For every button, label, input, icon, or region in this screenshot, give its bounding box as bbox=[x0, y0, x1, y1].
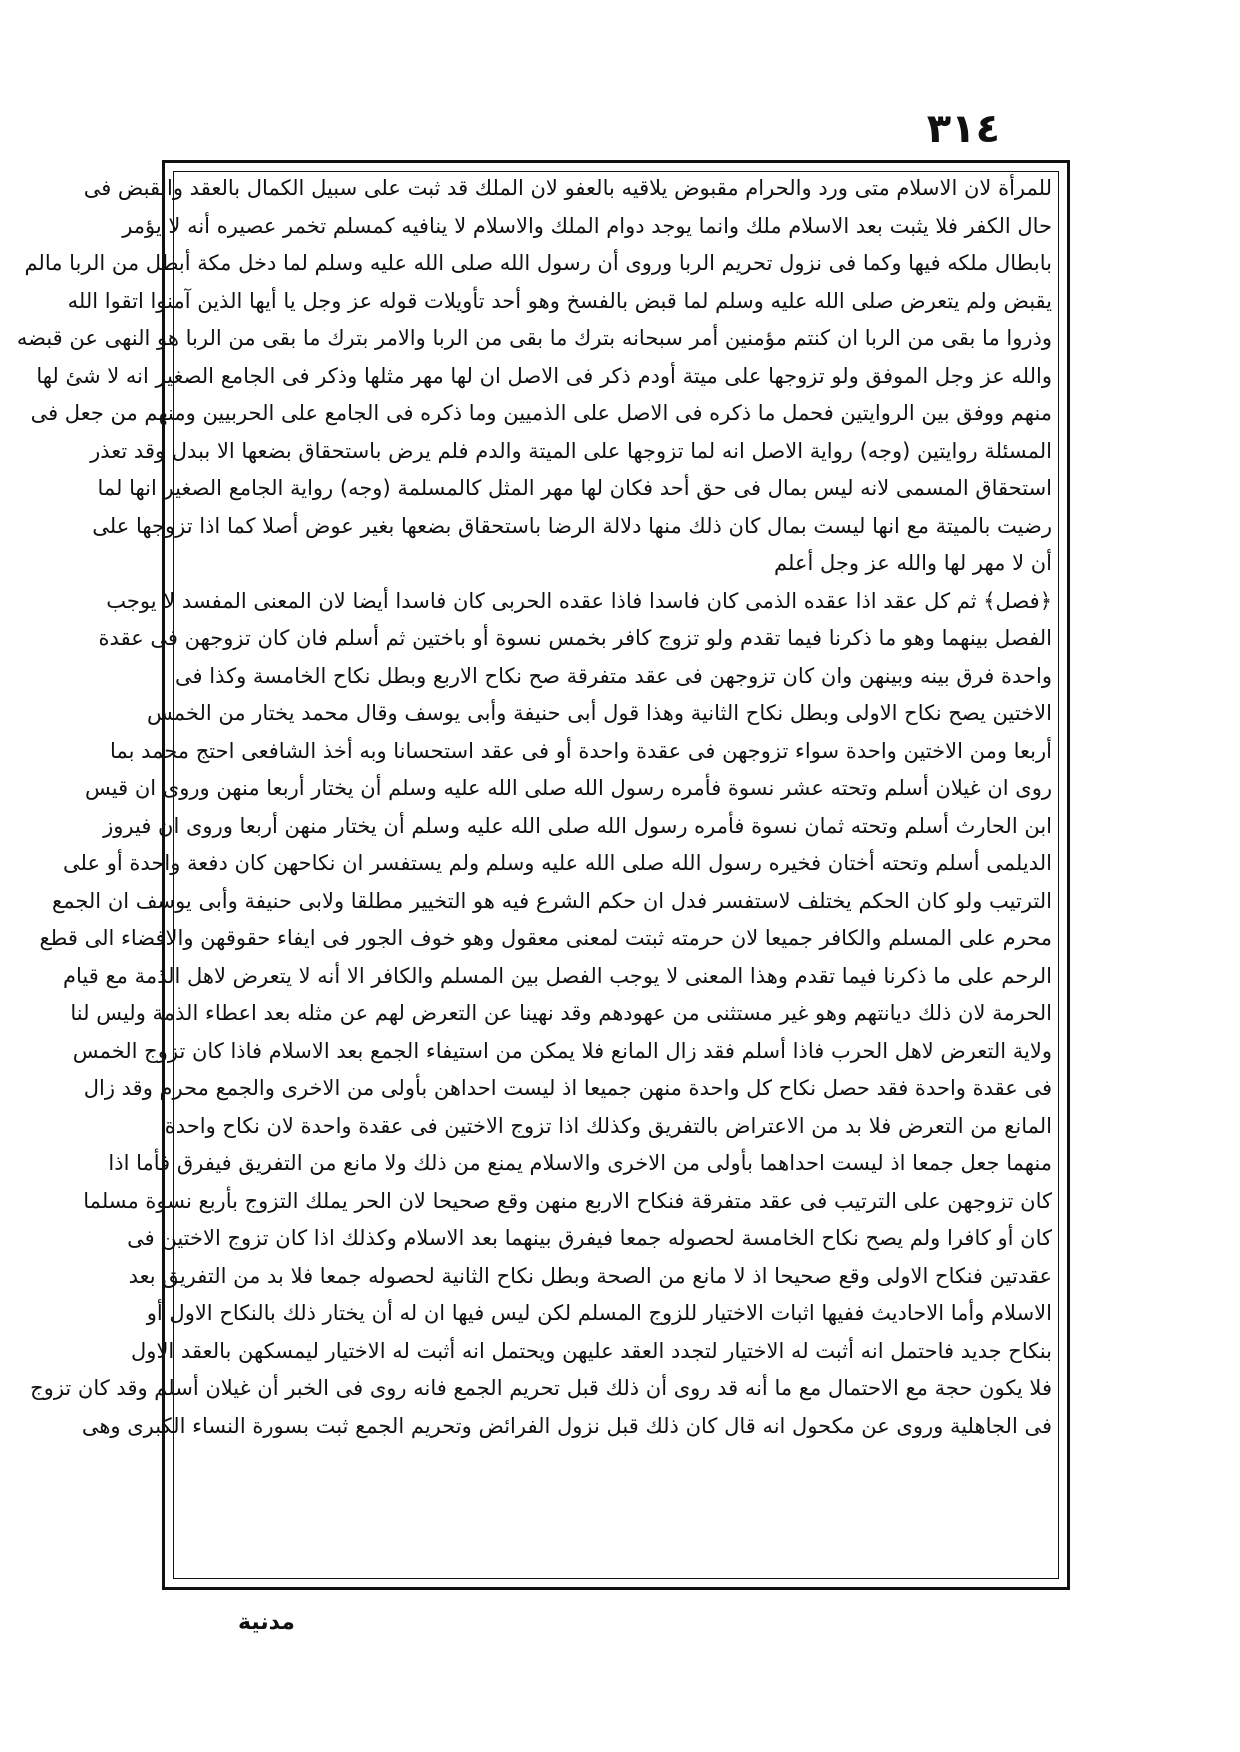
text-line: يقبض ولم يتعرض صلى الله عليه وسلم لما قبض بالفسخ وهو أحد تأويلات قوله عز وجل يا أيها الذين آمنوا اتقوا الله bbox=[67, 288, 1052, 313]
text-line: فى الجاهلية وروى عن مكحول انه قال كان ذلك قبل نزول الفرائض وتحريم الجمع ثبت بسورة النساء الكبرى وهى bbox=[81, 1413, 1052, 1438]
text-line: أن لا مهر لها والله عز وجل أعلم bbox=[774, 551, 1052, 575]
text-line: بابطال ملكه فيها وكما فى نزول تحريم الربا وروى أن رسول الله صلى الله عليه وسلم لما دخل مكة أبطل من الربا مالم bbox=[24, 251, 1052, 275]
text-line: ولاية التعرض لاهل الحرب فاذا أسلم فقد زال المانع فلا يمكن من استيفاء الجمع بعد الاسلام فاذا كان تزوج الخمس bbox=[72, 1038, 1052, 1063]
text-line: الاسلام وأما الاحاديث ففيها اثبات الاختيار للزوج المسلم لكن ليس فيها ان له أن يختار ذلك بالنكاح الاول أو bbox=[146, 1301, 1052, 1325]
text-line: والله عز وجل الموفق ولو تزوجها على ميتة أودم ذكر فى الاصل ان لها مهر مثلها وذكر فى الجامع الصغير انه لا شئ لها bbox=[36, 363, 1052, 388]
footer-signature: مدنية bbox=[238, 1610, 295, 1635]
text-line: الاختين يصح نكاح الاولى وبطل نكاح الثانية وهذا قول أبى حنيفة وأبى يوسف وقال محمد يختار من الخمس bbox=[146, 701, 1052, 725]
text-line: منهما جعل جمعا اذ ليست احداهما بأولى من الاخرى والاسلام يمنع من ذلك ولا مانع من التفريق فيفرق فأما اذا bbox=[108, 1151, 1052, 1175]
text-line: واحدة فرق بينه وبينهن وان كان تزوجهن فى عقد متفرقة صح نكاح الاربع وبطل نكاح الخامسة وكذا فى bbox=[175, 663, 1052, 688]
text-line: رضيت بالميتة مع انها ليست بمال كان ذلك منها دلالة الرضا باستحقاق بضعها بغير عوض أصلا كما اذا تزوجها على bbox=[92, 513, 1052, 538]
text-line: فلا يكون حجة مع الاحتمال مع ما أنه قد روى أن ذلك قبل تحريم الجمع فانه روى فى الخبر أن غيلان أسلم وقد كان تزوج bbox=[30, 1376, 1052, 1400]
text-line: الحرمة لان ذلك ديانتهم وهو غير مستثنى من عهودهم وقد نهينا عن التعرض لهم عن مثله بعد اعطاء الذمة وليس لنا bbox=[70, 1001, 1052, 1025]
text-line: منهم ووفق بين الروايتين فحمل ما ذكره فى الاصل على الذميين وما ذكره فى الجامع على الحربيين ومنهم من جعل فى bbox=[30, 401, 1052, 425]
text-line: حال الكفر فلا يثبت بعد الاسلام ملك وانما يوجد دوام الملك والاسلام لا ينافيه كمسلم تخمر عصيره أنه لا يؤمر bbox=[122, 213, 1052, 238]
text-line: وذروا ما بقى من الربا ان كنتم مؤمنين أمر سبحانه بترك ما بقى من الربا والامر بترك ما بقى من الربا هو النهى عن قبضه bbox=[16, 326, 1052, 350]
text-line: أربعا ومن الاختين واحدة سواء تزوجهن فى عقدة واحدة أو فى عقد استحسانا وبه أخذ الشافعى احتج محمد بما bbox=[110, 738, 1052, 763]
text-line: ابن الحارث أسلم وتحته ثمان نسوة فأمره رسول الله صلى الله عليه وسلم أن يختار منهن أربعا وروى ان فيروز bbox=[103, 813, 1052, 838]
text-line: استحقاق المسمى لانه ليس بمال فى حق أحد فكان لها مهر المثل كالمسلمة (وجه) رواية الجامع الصغير انها لما bbox=[97, 476, 1052, 500]
text-line: الترتيب ولو كان الحكم يختلف لاستفسر فدل ان حكم الشرع فيه هو التخيير مطلقا ولابى حنيفة وأبى يوسف ان الجمع bbox=[52, 888, 1052, 913]
text-line: كان تزوجهن على الترتيب فى عقد متفرقة فنكاح الاربع منهن وقع صحيحا لان الحر يملك التزوج بأربع نسوة مسلما bbox=[83, 1188, 1052, 1213]
text-line: بنكاح جديد فاحتمل انه أثبت له الاختيار لتجدد العقد عليهن ويحتمل انه أثبت له الاختيار ليمسكهن بالعقد الاول bbox=[131, 1338, 1052, 1363]
text-line: روى ان غيلان أسلم وتحته عشر نسوة فأمره رسول الله صلى الله عليه وسلم أن يختار أربعا منهن وروى ان قيس bbox=[85, 776, 1052, 800]
body-text bbox=[16, 170, 1056, 1578]
text-line: المسئلة روايتين (وجه) رواية الاصل انه لما تزوجها على الميتة والدم فلم يرض باستحقاق بضعها الا ببدل وقد تعذر bbox=[90, 438, 1052, 463]
text-line: عقدتين فنكاح الاولى وقع صحيحا اذ لا مانع من الصحة وبطل نكاح الثانية لحصوله جمعا فلا بد من التفريق بعد bbox=[128, 1263, 1052, 1288]
page-number: ٣١٤ bbox=[926, 106, 1000, 152]
text-line: المانع من التعرض فلا بد من الاعتراض بالتفريق وكذلك اذا تزوج الاختين فى عقدة واحدة لان نكاح واحدة bbox=[164, 1113, 1052, 1138]
section-heading-line: ﴿فصل﴾ ثم كل عقد اذا عقده الذمى كان فاسدا فاذا عقده الحربى كان فاسدا أيضا لان المعنى المفسد لا يوجب bbox=[106, 588, 1052, 613]
text-line: كان أو كافرا ولم يصح نكاح الخامسة لحصوله جمعا فيفرق بينهما بعد الاسلام وكذلك اذا كان تزوج الاختين فى bbox=[127, 1226, 1052, 1250]
text-line: الفصل بينهما وهو ما ذكرنا فيما تقدم ولو تزوج كافر بخمس نسوة أو باختين ثم أسلم فان كان تزوجهن فى عقدة bbox=[98, 626, 1052, 650]
text-line: للمرأة لان الاسلام متى ورد والحرام مقبوض يلاقيه بالعفو لان الملك قد ثبت على سبيل الكمال بالعقد والقبض فى bbox=[83, 176, 1052, 200]
text-line: الديلمى أسلم وتحته أختان فخيره رسول الله صلى الله عليه وسلم ولم يستفسر ان نكاحهن كان دفعة واحدة أو على bbox=[63, 851, 1052, 875]
text-line: الرحم على ما ذكرنا فيما تقدم وهذا المعنى لا يوجب الفصل بين المسلم والكافر الا أنه لا يتعرض لاهل الذمة مع قيام bbox=[63, 963, 1052, 988]
text-line: فى عقدة واحدة فقد حصل نكاح كل واحدة منهن جميعا اذ ليست احداهن بأولى من الاخرى والجمع محرم وقد زال bbox=[83, 1076, 1052, 1100]
text-line: محرم على المسلم والكافر جميعا لان حرمته ثبتت لمعنى معقول وهو خوف الجور فى ايفاء حقوقهن والافضاء الى قطع bbox=[39, 926, 1052, 950]
